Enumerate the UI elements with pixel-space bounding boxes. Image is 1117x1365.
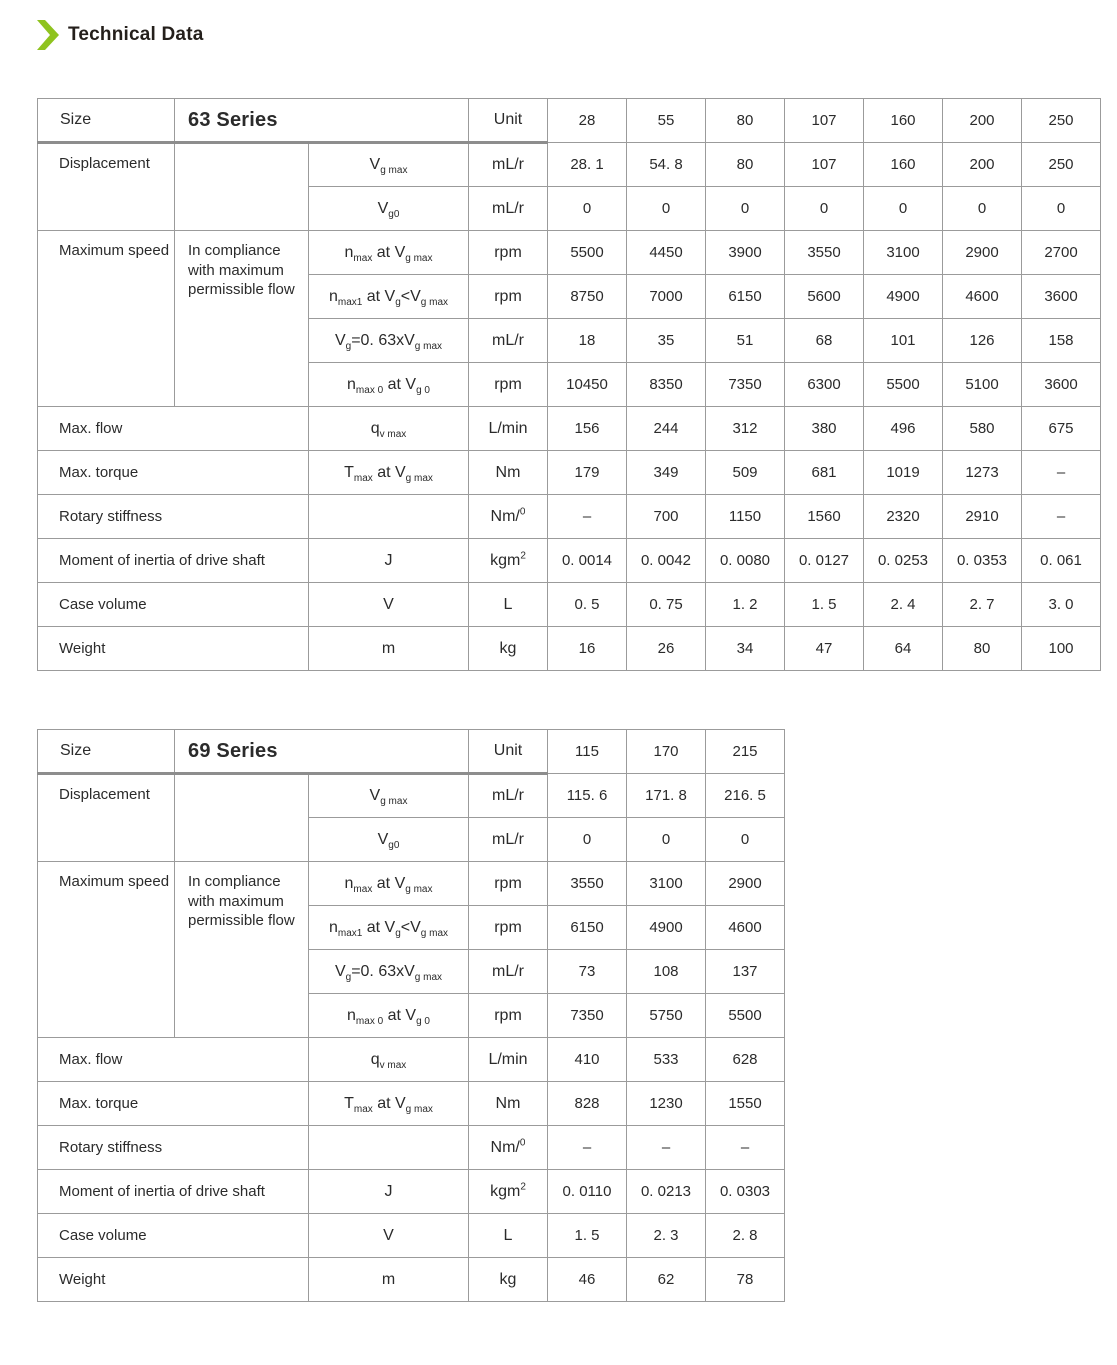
- value-cell: 46: [548, 1258, 627, 1302]
- value-cell: 675: [1022, 407, 1101, 451]
- value-cell: 34: [706, 627, 785, 671]
- value-cell: 3. 0: [1022, 583, 1101, 627]
- value-cell: 18: [548, 319, 627, 363]
- value-cell: 2910: [943, 495, 1022, 539]
- value-cell: 580: [943, 407, 1022, 451]
- unit-cell: mL/r: [469, 950, 548, 994]
- row-sublabel-cell: In compliance with maximum permissible flow: [175, 231, 309, 407]
- size-column-header: 200: [943, 99, 1022, 143]
- value-cell: 0. 0303: [706, 1170, 785, 1214]
- size-column-header: 250: [1022, 99, 1101, 143]
- value-cell: 2. 8: [706, 1214, 785, 1258]
- value-cell: 6150: [548, 906, 627, 950]
- value-cell: 3100: [864, 231, 943, 275]
- value-cell: 68: [785, 319, 864, 363]
- value-cell: 5600: [785, 275, 864, 319]
- size-column-header: 80: [706, 99, 785, 143]
- value-cell: 2900: [943, 231, 1022, 275]
- value-cell: 126: [943, 319, 1022, 363]
- parameter-cell: $V_g=0$. $63xV_{g max}$: [309, 950, 469, 994]
- value-cell: 1550: [706, 1082, 785, 1126]
- empty-cell: [175, 774, 309, 862]
- case-volume-row: [38, 1214, 785, 1258]
- series-63-table: [37, 98, 1101, 671]
- value-cell: 312: [706, 407, 785, 451]
- parameter-cell: $V_g=0$. $63xV_{g max}$: [309, 319, 469, 363]
- row-label-cell: Rotary stiffness: [38, 1126, 309, 1170]
- parameter-cell: V: [309, 1214, 469, 1258]
- value-cell: 4600: [943, 275, 1022, 319]
- value-cell: 80: [943, 627, 1022, 671]
- value-cell: 4600: [706, 906, 785, 950]
- unit-cell: L/min: [469, 407, 548, 451]
- unit-cell: rpm: [469, 231, 548, 275]
- unit-cell: Nm: [469, 1082, 548, 1126]
- value-cell: –: [548, 495, 627, 539]
- rotary-stiffness-row: [38, 495, 1101, 539]
- value-cell: 5750: [627, 994, 706, 1038]
- size-column-header: 55: [627, 99, 706, 143]
- row-label-cell: Maximum speed: [38, 862, 175, 1038]
- value-cell: 8750: [548, 275, 627, 319]
- unit-cell: mL/r: [469, 187, 548, 231]
- parameter-cell: $q_{v max}$: [309, 407, 469, 451]
- value-cell: 0. 0110: [548, 1170, 627, 1214]
- nmax-at-vgmax-row: [38, 231, 1101, 275]
- row-label-cell: Max. torque: [38, 451, 309, 495]
- section-header: [36, 20, 1117, 50]
- parameter-cell: $n_{max}$ at $V_{g max}$: [309, 231, 469, 275]
- value-cell: 5500: [864, 363, 943, 407]
- value-cell: 6150: [706, 275, 785, 319]
- max-flow-row: [38, 1038, 785, 1082]
- parameter-cell: $T_{max}$ at $V_{g max}$: [309, 1082, 469, 1126]
- unit-cell: rpm: [469, 363, 548, 407]
- value-cell: 496: [864, 407, 943, 451]
- row-label-cell: Max. flow: [38, 407, 309, 451]
- size-column-header: 115: [548, 730, 627, 774]
- value-cell: 1273: [943, 451, 1022, 495]
- value-cell: 80: [706, 143, 785, 187]
- unit-cell: kg: [469, 627, 548, 671]
- unit-cell: kg: [469, 1258, 548, 1302]
- value-cell: 0. 0353: [943, 539, 1022, 583]
- value-cell: 244: [627, 407, 706, 451]
- parameter-cell: $V_{g0}$: [309, 187, 469, 231]
- value-cell: 0. 0014: [548, 539, 627, 583]
- value-cell: –: [706, 1126, 785, 1170]
- value-cell: 0. 0042: [627, 539, 706, 583]
- value-cell: 54. 8: [627, 143, 706, 187]
- weight-row: [38, 1258, 785, 1302]
- value-cell: 171. 8: [627, 774, 706, 818]
- value-cell: 3100: [627, 862, 706, 906]
- value-cell: 10450: [548, 363, 627, 407]
- parameter-cell: $T_{max}$ at $V_{g max}$: [309, 451, 469, 495]
- parameter-cell: [309, 1126, 469, 1170]
- value-cell: 0: [706, 818, 785, 862]
- value-cell: 3600: [1022, 363, 1101, 407]
- series-title-cell: 69 Series: [175, 730, 469, 774]
- parameter-cell: $V_{g0}$: [309, 818, 469, 862]
- value-cell: 0: [1022, 187, 1101, 231]
- row-label-cell: Moment of inertia of drive shaft: [38, 539, 309, 583]
- value-cell: 0. 0213: [627, 1170, 706, 1214]
- value-cell: 51: [706, 319, 785, 363]
- value-cell: 101: [864, 319, 943, 363]
- displacement-vgmax-row: [38, 143, 1101, 187]
- value-cell: 533: [627, 1038, 706, 1082]
- table-header-row: [38, 99, 1101, 143]
- unit-cell: kgm$^2$: [469, 539, 548, 583]
- value-cell: 0. 5: [548, 583, 627, 627]
- size-column-header: 170: [627, 730, 706, 774]
- unit-cell: rpm: [469, 275, 548, 319]
- parameter-cell: J: [309, 1170, 469, 1214]
- value-cell: 4900: [864, 275, 943, 319]
- max-torque-row: [38, 451, 1101, 495]
- value-cell: 0. 0253: [864, 539, 943, 583]
- unit-cell: L: [469, 583, 548, 627]
- parameter-cell: $V_{g max}$: [309, 774, 469, 818]
- size-column-header: 28: [548, 99, 627, 143]
- value-cell: 35: [627, 319, 706, 363]
- series-69-table: [37, 729, 785, 1302]
- value-cell: 3600: [1022, 275, 1101, 319]
- value-cell: 158: [1022, 319, 1101, 363]
- parameter-cell: $n_{max}$ at $V_{g max}$: [309, 862, 469, 906]
- parameter-cell: m: [309, 1258, 469, 1302]
- unit-cell: mL/r: [469, 774, 548, 818]
- value-cell: 2900: [706, 862, 785, 906]
- value-cell: 115. 6: [548, 774, 627, 818]
- value-cell: 0: [864, 187, 943, 231]
- parameter-cell: m: [309, 627, 469, 671]
- weight-row: [38, 627, 1101, 671]
- parameter-cell: $n_{max 0}$ at $V_{g 0}$: [309, 994, 469, 1038]
- value-cell: –: [1022, 495, 1101, 539]
- row-label-cell: Moment of inertia of drive shaft: [38, 1170, 309, 1214]
- value-cell: 2. 4: [864, 583, 943, 627]
- row-label-cell: Rotary stiffness: [38, 495, 309, 539]
- parameter-cell: $n_{max1}$ at $V_g<V_{g max}$: [309, 906, 469, 950]
- value-cell: 16: [548, 627, 627, 671]
- case-volume-row: [38, 583, 1101, 627]
- moment-of-inertia-row: [38, 1170, 785, 1214]
- value-cell: 64: [864, 627, 943, 671]
- spec-tables-container: [0, 98, 1117, 1302]
- technical-data-page: [0, 20, 1117, 1302]
- value-cell: 0: [627, 187, 706, 231]
- parameter-cell: J: [309, 539, 469, 583]
- value-cell: 380: [785, 407, 864, 451]
- value-cell: 107: [785, 143, 864, 187]
- value-cell: 349: [627, 451, 706, 495]
- value-cell: 2. 3: [627, 1214, 706, 1258]
- value-cell: 509: [706, 451, 785, 495]
- chevron-right-icon: [36, 20, 59, 50]
- unit-cell: Nm/$^0$: [469, 1126, 548, 1170]
- value-cell: 0. 0080: [706, 539, 785, 583]
- unit-cell: kgm$^2$: [469, 1170, 548, 1214]
- value-cell: 5500: [548, 231, 627, 275]
- row-label-cell: Weight: [38, 1258, 309, 1302]
- unit-header-cell: Unit: [469, 730, 548, 774]
- value-cell: 160: [864, 143, 943, 187]
- row-label-cell: Max. torque: [38, 1082, 309, 1126]
- unit-cell: L: [469, 1214, 548, 1258]
- value-cell: 0. 0127: [785, 539, 864, 583]
- row-label-cell: Max. flow: [38, 1038, 309, 1082]
- value-cell: 1560: [785, 495, 864, 539]
- unit-cell: L/min: [469, 1038, 548, 1082]
- value-cell: 47: [785, 627, 864, 671]
- value-cell: 4900: [627, 906, 706, 950]
- max-torque-row: [38, 1082, 785, 1126]
- value-cell: 5100: [943, 363, 1022, 407]
- value-cell: 828: [548, 1082, 627, 1126]
- value-cell: 0: [548, 818, 627, 862]
- page-title: Technical Data: [68, 24, 204, 45]
- displacement-vgmax-row: [38, 774, 785, 818]
- value-cell: 179: [548, 451, 627, 495]
- nmax-at-vgmax-row: [38, 862, 785, 906]
- value-cell: 681: [785, 451, 864, 495]
- row-label-cell: Case volume: [38, 1214, 309, 1258]
- value-cell: 200: [943, 143, 1022, 187]
- value-cell: 4450: [627, 231, 706, 275]
- value-cell: 7000: [627, 275, 706, 319]
- size-header-cell: Size: [38, 99, 175, 143]
- parameter-cell: $V_{g max}$: [309, 143, 469, 187]
- unit-cell: mL/r: [469, 818, 548, 862]
- value-cell: –: [627, 1126, 706, 1170]
- value-cell: 3900: [706, 231, 785, 275]
- value-cell: 1230: [627, 1082, 706, 1126]
- value-cell: 0. 75: [627, 583, 706, 627]
- unit-cell: rpm: [469, 906, 548, 950]
- value-cell: 137: [706, 950, 785, 994]
- table-header-row: [38, 730, 785, 774]
- value-cell: 78: [706, 1258, 785, 1302]
- parameter-cell: [309, 495, 469, 539]
- value-cell: 1150: [706, 495, 785, 539]
- unit-cell: Nm: [469, 451, 548, 495]
- value-cell: 0. 061: [1022, 539, 1101, 583]
- row-label-cell: Case volume: [38, 583, 309, 627]
- value-cell: 7350: [706, 363, 785, 407]
- value-cell: 216. 5: [706, 774, 785, 818]
- unit-cell: Nm/$^0$: [469, 495, 548, 539]
- value-cell: 0: [627, 818, 706, 862]
- value-cell: 1. 5: [548, 1214, 627, 1258]
- value-cell: 3550: [785, 231, 864, 275]
- max-flow-row: [38, 407, 1101, 451]
- value-cell: 73: [548, 950, 627, 994]
- row-label-cell: Weight: [38, 627, 309, 671]
- value-cell: 2320: [864, 495, 943, 539]
- value-cell: 0: [943, 187, 1022, 231]
- value-cell: 0: [548, 187, 627, 231]
- value-cell: 6300: [785, 363, 864, 407]
- value-cell: 156: [548, 407, 627, 451]
- series-title-cell: 63 Series: [175, 99, 469, 143]
- parameter-cell: $n_{max 0}$ at $V_{g 0}$: [309, 363, 469, 407]
- value-cell: 700: [627, 495, 706, 539]
- value-cell: 8350: [627, 363, 706, 407]
- moment-of-inertia-row: [38, 539, 1101, 583]
- value-cell: –: [548, 1126, 627, 1170]
- value-cell: 0: [785, 187, 864, 231]
- value-cell: 1. 2: [706, 583, 785, 627]
- parameter-cell: $q_{v max}$: [309, 1038, 469, 1082]
- row-label-cell: Maximum speed: [38, 231, 175, 407]
- value-cell: 5500: [706, 994, 785, 1038]
- row-label-cell: Displacement: [38, 774, 175, 862]
- value-cell: 3550: [548, 862, 627, 906]
- parameter-cell: $n_{max1}$ at $V_g<V_{g max}$: [309, 275, 469, 319]
- row-sublabel-cell: In compliance with maximum permissible flow: [175, 862, 309, 1038]
- size-column-header: 107: [785, 99, 864, 143]
- value-cell: 1. 5: [785, 583, 864, 627]
- size-column-header: 215: [706, 730, 785, 774]
- value-cell: 1019: [864, 451, 943, 495]
- unit-cell: mL/r: [469, 319, 548, 363]
- value-cell: 2700: [1022, 231, 1101, 275]
- size-header-cell: Size: [38, 730, 175, 774]
- unit-cell: rpm: [469, 994, 548, 1038]
- value-cell: –: [1022, 451, 1101, 495]
- size-column-header: 160: [864, 99, 943, 143]
- value-cell: 7350: [548, 994, 627, 1038]
- row-label-cell: Displacement: [38, 143, 175, 231]
- unit-cell: rpm: [469, 862, 548, 906]
- value-cell: 28. 1: [548, 143, 627, 187]
- value-cell: 100: [1022, 627, 1101, 671]
- value-cell: 108: [627, 950, 706, 994]
- empty-cell: [175, 143, 309, 231]
- value-cell: 0: [706, 187, 785, 231]
- value-cell: 410: [548, 1038, 627, 1082]
- value-cell: 26: [627, 627, 706, 671]
- parameter-cell: V: [309, 583, 469, 627]
- rotary-stiffness-row: [38, 1126, 785, 1170]
- value-cell: 62: [627, 1258, 706, 1302]
- value-cell: 250: [1022, 143, 1101, 187]
- value-cell: 628: [706, 1038, 785, 1082]
- value-cell: 2. 7: [943, 583, 1022, 627]
- unit-cell: mL/r: [469, 143, 548, 187]
- unit-header-cell: Unit: [469, 99, 548, 143]
